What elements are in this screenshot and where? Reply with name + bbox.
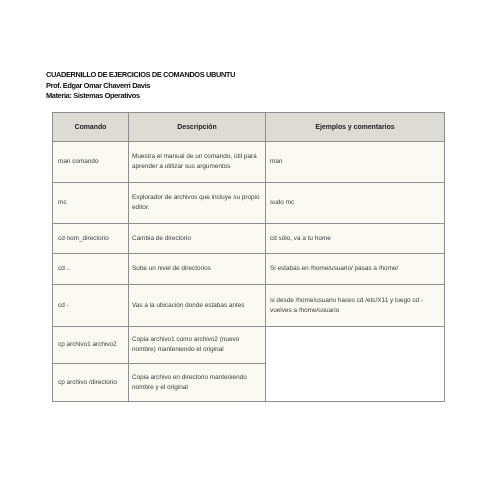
example-cell: cd sólo, va a tu home (266, 224, 445, 254)
table-row (53, 254, 445, 285)
document-header (46, 70, 235, 102)
example-cell: Si estabas en /home/usuario/ pasas a /home/ (266, 254, 445, 285)
description-cell: Copia archivo1 como archivo2 (nuevo nombre) manteniendo el original (129, 327, 266, 364)
column-header-command: Comando (53, 113, 129, 142)
example-cell-empty (266, 327, 445, 402)
command-cell: man comando (53, 142, 129, 183)
command-cell: cp archivo /directorio (53, 364, 129, 402)
column-header-description: Descripción (129, 113, 266, 142)
table-header-row (53, 113, 445, 142)
professor-name: Prof. Edgar Omar Chaverri Davis (46, 80, 151, 90)
table-row (53, 224, 445, 254)
table-row (53, 142, 445, 183)
example-cell: sudo mc (266, 183, 445, 224)
command-cell: cd .. (53, 254, 129, 285)
commands-table (52, 112, 445, 402)
example-cell: man (266, 142, 445, 183)
table-row (53, 327, 445, 364)
subject-name: Materia: Sistemas Operativos (46, 91, 140, 100)
description-cell: Copia archivo en directorio manteniendo nombre y el original (129, 364, 266, 402)
description-cell: Cambia de directorio (129, 224, 266, 254)
table-row (53, 285, 445, 327)
description-cell: Vas a la ubicación donde estabas antes (129, 285, 266, 327)
description-cell: Explorador de archivos que incluye su propio editor. (129, 183, 266, 224)
description-cell: Muestra el manual de un comando, útil para aprender a utilizar sus argumentos (129, 142, 266, 183)
command-cell: cd - (53, 285, 129, 327)
table-row (53, 183, 445, 224)
example-cell: si desde /home/usuario haces cd /etc/X11 y luego cd - vuelves a /home/usuario (266, 285, 445, 327)
command-cell: cd nom_directorio (53, 224, 129, 254)
column-header-examples: Ejemplos y comentarios (266, 113, 445, 142)
command-cell: cp archivo1 archivo2 (53, 327, 129, 364)
description-cell: Sube un nivel de directorios (129, 254, 266, 285)
command-cell: mc (53, 183, 129, 224)
document-title: CUADERNILLO DE EJERCICIOS DE COMANDOS UBUNTU (46, 70, 236, 79)
